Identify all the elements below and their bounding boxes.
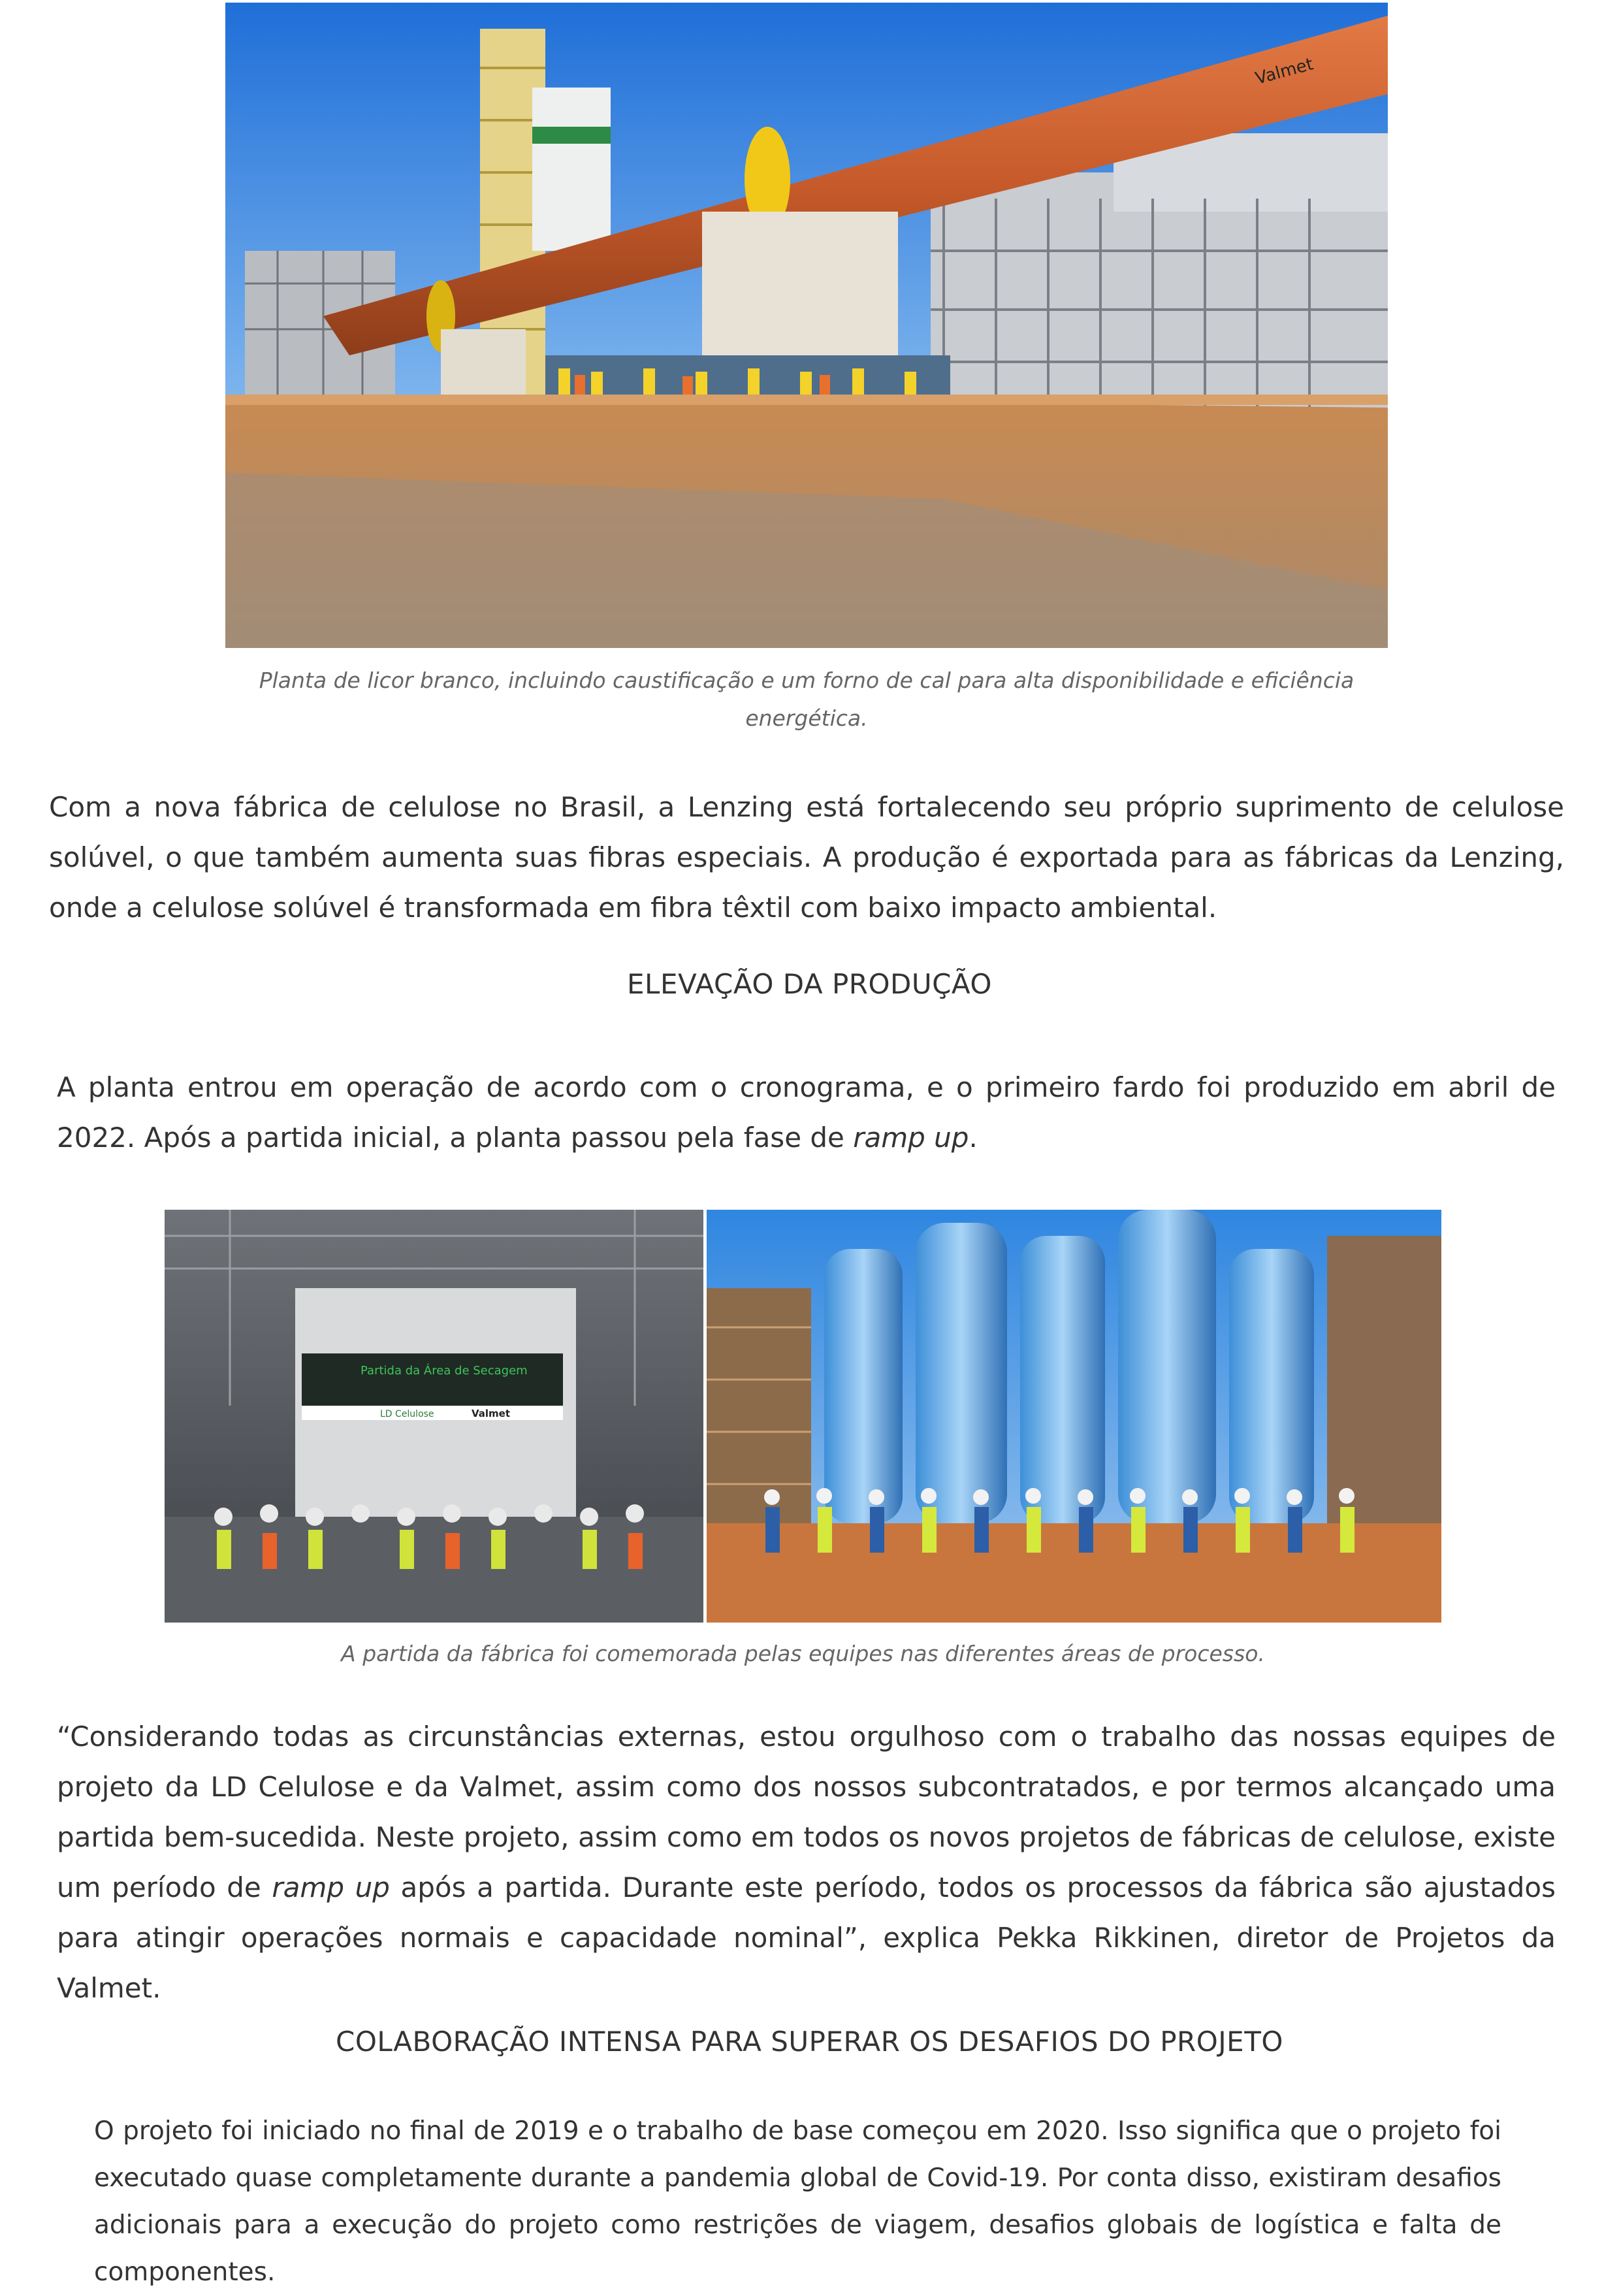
kiln-brand-label: Valmet	[1253, 54, 1316, 89]
team-startup-photo	[165, 1210, 1441, 1623]
lime-kiln-photo	[225, 3, 1388, 648]
section-heading-collaboration: COLABORAÇÃO INTENSA PARA SUPERAR OS DESAFIOS DO PROJETO	[336, 2026, 1283, 2058]
ramp-up-term: ramp up	[272, 1871, 390, 1903]
ld-celulose-logo: LD Celulose	[380, 1409, 434, 1419]
section-heading-production: ELEVAÇÃO DA PRODUÇÃO	[627, 968, 992, 1000]
figure1-caption: Planta de licor branco, incluindo caustificação e um forno de cal para alta disponibilidade e eficiência energética.	[259, 668, 1355, 731]
valmet-logo: Valmet	[472, 1408, 511, 1419]
figure2-caption: A partida da fábrica foi comemorada pelas equipes nas diferentes áreas de processo.	[341, 1641, 1265, 1666]
quote-paragraph: “Considerando todas as circunstâncias externas, estou orgulhoso com o trabalho das nossas equipes de projeto da LD Celulose e da Valmet, assim como dos nossos subcontratados, e por termos alcançado uma partida bem-sucedida. Neste projeto, assim como em todos os novos projetos de fábricas de celulose, existe um período de ramp up após a partida. Durante este período, todos os processos da fábrica são ajustados para atingir operações normais e capacidade nominal”, explica Pekka Rikkinen, diretor de Projetos da Valmet.	[57, 1721, 1556, 2004]
ramp-up-term: ramp up	[853, 1122, 969, 1154]
intro-paragraph: Com a nova fábrica de celulose no Brasil, a Lenzing está fortalecendo seu próprio suprimento de celulose solúvel, o que também aumenta suas fibras especiais. A produção é exportada para as fábricas da Lenzing, onde a celulose solúvel é transformada em fibra têxtil com baixo impacto ambiental.	[49, 791, 1564, 924]
collaboration-paragraph: O projeto foi iniciado no final de 2019 e o trabalho de base começou em 2020. Isso significa que o projeto foi executado quase completamente durante a pandemia global de Covid-19. Por conta disso, existiram desafios adicionais para a execução do projeto como restrições de viagem, desafios globais de logística e falta de componentes.	[94, 2116, 1501, 2287]
banner-text: Partida da Área de Secagem	[361, 1364, 528, 1378]
production-paragraph: A planta entrou em operação de acordo com o cronograma, e o primeiro fardo foi produzido em abril de 2022. Após a partida inicial, a planta passou pela fase de ramp up.	[57, 1071, 1556, 1154]
